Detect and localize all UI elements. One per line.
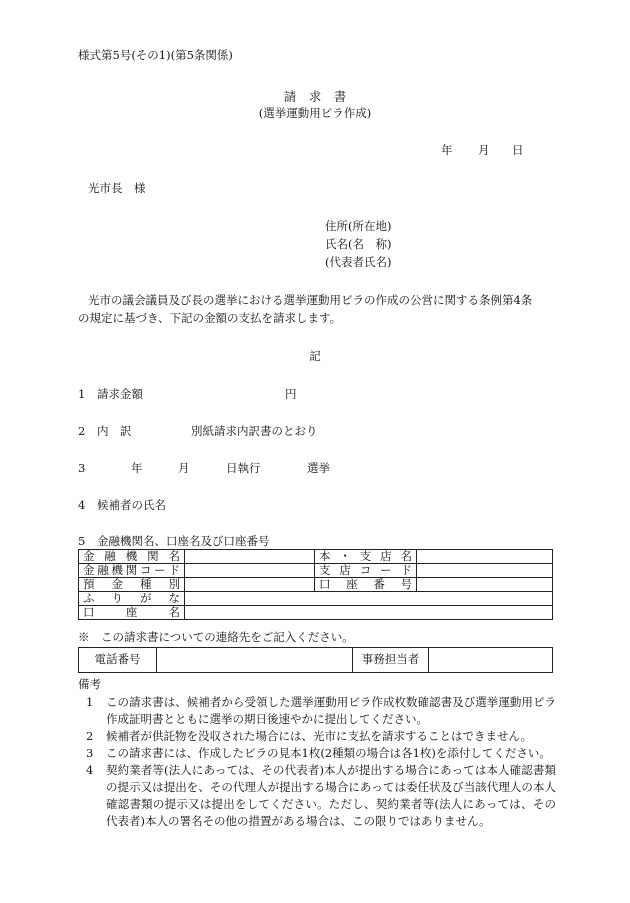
remark-text: 契約業者等(法人にあっては、その代表者)本人が提出する場合にあっては本人確認書類の提示又は提出を、その代理人が提出する場合にあっては委任状及び当該代理人の本人確認書類の提示又は提出をしてください。ただし、契約業者等(法人にあっては、その代表者)本人の署名その他の措置がある場合は、この限りではありません。 (106, 763, 556, 828)
item5-label: 金融機関名、口座名及び口座番号 (97, 534, 270, 548)
ki-heading: 記 (309, 349, 321, 363)
remark-number: 1 (86, 695, 94, 709)
item2-label: 内 訳 (97, 424, 132, 438)
item4-number: 4 (78, 498, 86, 512)
applicant-address-label: 住所(所在地) (325, 219, 392, 233)
branch-code-label: 支店コード (315, 564, 417, 578)
remark-text: この請求書は、候補者から受領した選挙運動用ビラ作成枚数確認書及び選挙運動用ビラ作成証明書とともに選挙の期日後速やかに提出してください。 (106, 695, 556, 726)
phone-label: 電話番号 (79, 648, 157, 673)
deposit-type-label: 預金種別 (79, 578, 185, 592)
remark-number: 2 (86, 729, 94, 743)
branch-name-label: 本・支店名 (315, 550, 417, 564)
bank-row-4 (79, 592, 553, 606)
remark-text: 候補者が供託物を没収された場合には、光市に支払を請求することはできません。 (106, 729, 533, 743)
furigana-label: ふりがな (79, 592, 185, 606)
applicant-representative-label: (代表者氏名) (325, 255, 392, 269)
bank-row-1 (79, 550, 553, 564)
item3-number: 3 (78, 461, 86, 475)
branch-code-field[interactable] (417, 564, 553, 578)
document-title: 請 求 書 (283, 89, 347, 104)
contact-note: ※ この請求書についての連絡先をご記入ください。 (78, 630, 354, 644)
remark-item (76, 762, 556, 830)
contact-table (78, 647, 553, 673)
date-year: 年 (441, 143, 453, 157)
item4-label: 候補者の氏名 (97, 498, 166, 512)
item3-year: 年 (131, 461, 143, 475)
item3-election: 選挙 (307, 461, 330, 475)
item1-unit: 円 (285, 387, 297, 401)
item3-month: 月 (178, 461, 190, 475)
bank-row-3 (79, 578, 553, 592)
account-name-field[interactable] (185, 606, 553, 620)
body-text-line1: 光市の議会議員及び長の選挙における選挙運動用ビラの作成の公営に関する条例第4条 (88, 293, 533, 307)
date-month: 月 (478, 143, 490, 157)
remark-number: 3 (86, 746, 94, 760)
item1-label: 請求金額 (97, 387, 143, 401)
account-number-field[interactable] (417, 578, 553, 592)
document-subtitle: (選挙運動用ビラ作成) (258, 106, 372, 120)
remark-item (76, 745, 556, 762)
bank-code-label: 金融機関コード (79, 564, 185, 578)
item2-value: 別紙請求内訳書のとおり (191, 424, 318, 438)
account-number-label: 口座番号 (315, 578, 417, 592)
remarks-title: 備考 (78, 677, 101, 691)
item2-number: 2 (78, 424, 86, 438)
remark-item (76, 728, 556, 745)
applicant-name-label: 氏名(名 称) (325, 237, 392, 251)
furigana-field[interactable] (185, 592, 553, 606)
phone-field[interactable] (157, 648, 353, 673)
deposit-type-field[interactable] (185, 578, 315, 592)
form-number: 様式第5号(その1)(第5条関係) (78, 48, 233, 62)
branch-name-field[interactable] (417, 550, 553, 564)
bank-code-field[interactable] (185, 564, 315, 578)
remark-item (76, 694, 556, 728)
item1-number: 1 (78, 387, 86, 401)
remark-number: 4 (86, 763, 94, 777)
addressee: 光市長 様 (88, 181, 146, 195)
bank-row-2 (79, 564, 553, 578)
remark-text: この請求書には、作成したビラの見本1枚(2種類の場合は各1枚)を添付してください。 (106, 746, 551, 760)
bank-name-field[interactable] (185, 550, 315, 564)
bank-row-5 (79, 606, 553, 620)
body-text-line2: の規定に基づき、下記の金額の支払を請求します。 (78, 311, 342, 325)
account-name-label: 口座名 (79, 606, 185, 620)
item3-day: 日執行 (226, 461, 261, 475)
person-label: 事務担当者 (353, 648, 429, 673)
bank-name-label: 金融機関名 (79, 550, 185, 564)
contact-row (79, 648, 553, 673)
person-field[interactable] (429, 648, 553, 673)
remarks-list (76, 694, 556, 830)
date-day: 日 (512, 143, 524, 157)
item5-number: 5 (78, 534, 86, 548)
bank-account-table (78, 549, 553, 620)
